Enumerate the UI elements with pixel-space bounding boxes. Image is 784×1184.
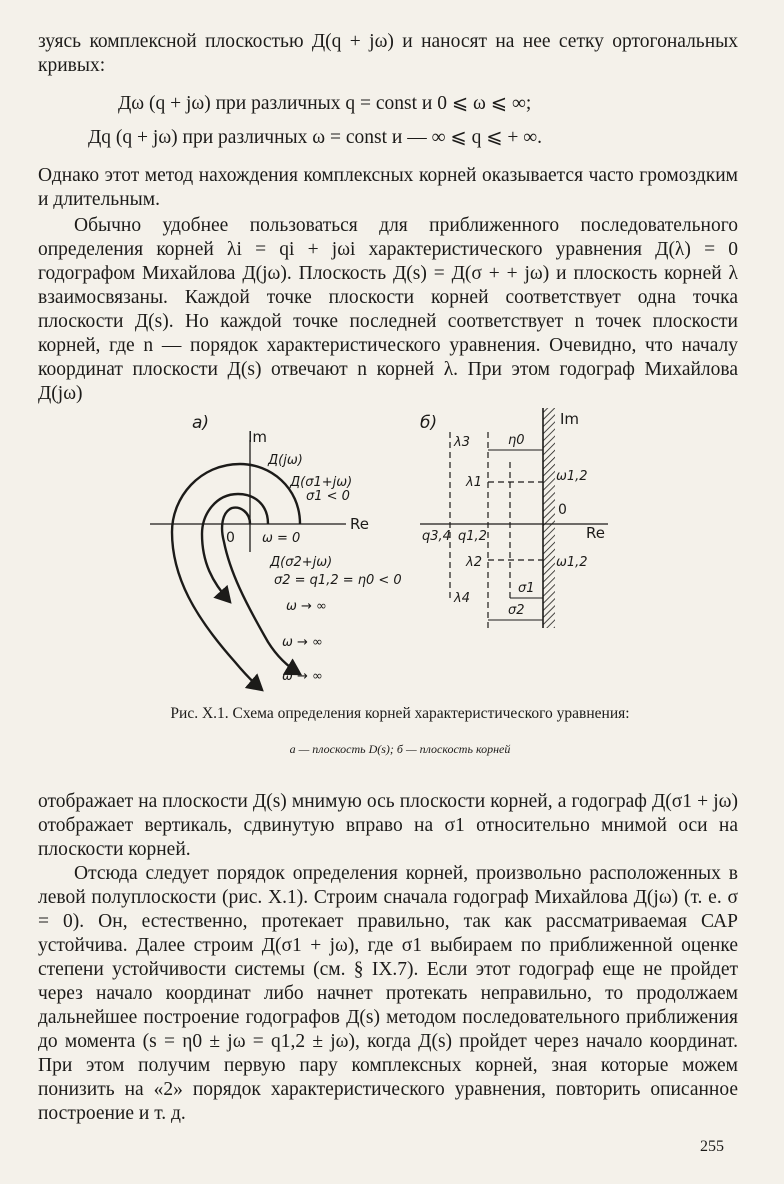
lambda3-label: λ3	[454, 435, 470, 450]
curve3-label: Д(σ2+jω)	[270, 555, 333, 570]
curve1-label: Д(jω)	[268, 453, 303, 468]
curve3-cond: σ2 = q1,2 = η0 < 0	[274, 573, 402, 588]
panel-b-re-label: Re	[586, 524, 605, 542]
hodograph-sigma1-curve	[202, 494, 268, 602]
omega-infinity-label-2: ω → ∞	[282, 635, 323, 650]
lambda1-label: λ1	[466, 475, 482, 490]
omega12-bottom-label: ω1,2	[556, 555, 588, 570]
panel-a-plane	[150, 413, 402, 690]
curve2-label: Д(σ1+jω)	[290, 475, 353, 490]
sigma2-label: σ2	[508, 603, 525, 618]
omega-infinity-label-3: ω → ∞	[282, 669, 323, 684]
lambda4-label: λ4	[454, 591, 470, 606]
q12-label: q1,2	[458, 529, 487, 544]
omega12-top-label: ω1,2	[556, 469, 588, 484]
paragraph-1: зуясь комплексной плоскостью Д(q + jω) и наносят на нее сетку ортогональных кривых:	[38, 31, 738, 76]
panel-a-origin: 0	[226, 530, 235, 546]
omega-infinity-label-1: ω → ∞	[286, 599, 327, 614]
page-number: 255	[700, 1138, 724, 1155]
panel-a-omega0: ω = 0	[262, 531, 301, 546]
formula-1: Дω (q + jω) при различных q = const и 0 ⩽ ω ⩽ ∞;	[118, 93, 532, 114]
panel-a-re-label: Re	[350, 515, 369, 533]
eta0-label: η0	[508, 433, 525, 448]
paragraph-2: Однако этот метод нахождения комплексных корней оказывается часто громоздким и длительным.	[38, 165, 738, 210]
panel-a-im-label: Im	[248, 428, 268, 446]
panel-b-root-plane	[420, 408, 608, 628]
curve2-cond: σ1 < 0	[306, 489, 350, 504]
panel-b-hatched-region	[543, 408, 555, 628]
lambda2-label: λ2	[466, 555, 482, 570]
formula-2: Дq (q + jω) при различных ω = const и — ∞ ⩽ q ⩽ + ∞.	[88, 127, 543, 148]
paragraph-3: Обычно удобнее пользоваться для приближенного последовательного определения корней λi = qi + jωi характеристического уравнения Д(λ) = 0 годографом Михайлова Д(jω). Плоскость Д(s) = Д(σ + + jω) и плоскость корней λ взаимосвязаны. Каждой точке плоскости корней соответствует одна точка плоскости Д(s). Но каждой точке последней соответствует n точек плоскости корней, где n — порядок характеристического уравнения. Очевидно, что началу координат плоскости Д(s) отвечают n корней λ. При этом годограф Михайлова Д(jω)	[38, 215, 738, 404]
panel-a-label: а)	[192, 413, 210, 433]
paragraph-4: отображает на плоскости Д(s) мнимую ось плоскости корней, а годограф Д(σ1 + jω) отображает вертикаль, сдвинутую вправо на σ1 относительно мнимой оси на плоскости корней.	[38, 791, 738, 860]
figure-x1	[150, 402, 620, 702]
sigma1-label: σ1	[518, 581, 535, 596]
figure-caption: Рис. X.1. Схема определения корней характеристического уравнения:	[170, 705, 630, 722]
figure-subcaption: а — плоскость D(s); б — плоскость корней	[289, 742, 511, 756]
panel-b-label: б)	[420, 413, 438, 433]
q34-label: q3,4	[422, 529, 451, 544]
panel-b-origin: 0	[558, 502, 567, 518]
paragraph-5: Отсюда следует порядок определения корней, произвольно расположенных в левой полуплоскости (рис. X.1). Строим сначала годограф Михайлова Д(jω) (т. е. σ = 0). Он, естественно, протекает правильно, так как рассматриваемая САР устойчива. Далее строим Д(σ1 + jω), где σ1 выбираем по приближенной оценке степени устойчивости системы (см. § IX.7). Если этот годограф еще не пройдет через начало координат либо начнет протекать неправильно, то продолжаем дальнейшее построение годографов Д(s) методом последовательного приближения до момента (s = η0 ± jω = q1,2 ± jω), когда Д(s) пройдет через начало координат. При этом получим первую пару комплексных корней, зная которые можем понизить на «2» порядок характеристического уравнения, повторить описанное построение и т. д.	[38, 863, 738, 1124]
panel-b-im-label: Im	[560, 410, 580, 428]
